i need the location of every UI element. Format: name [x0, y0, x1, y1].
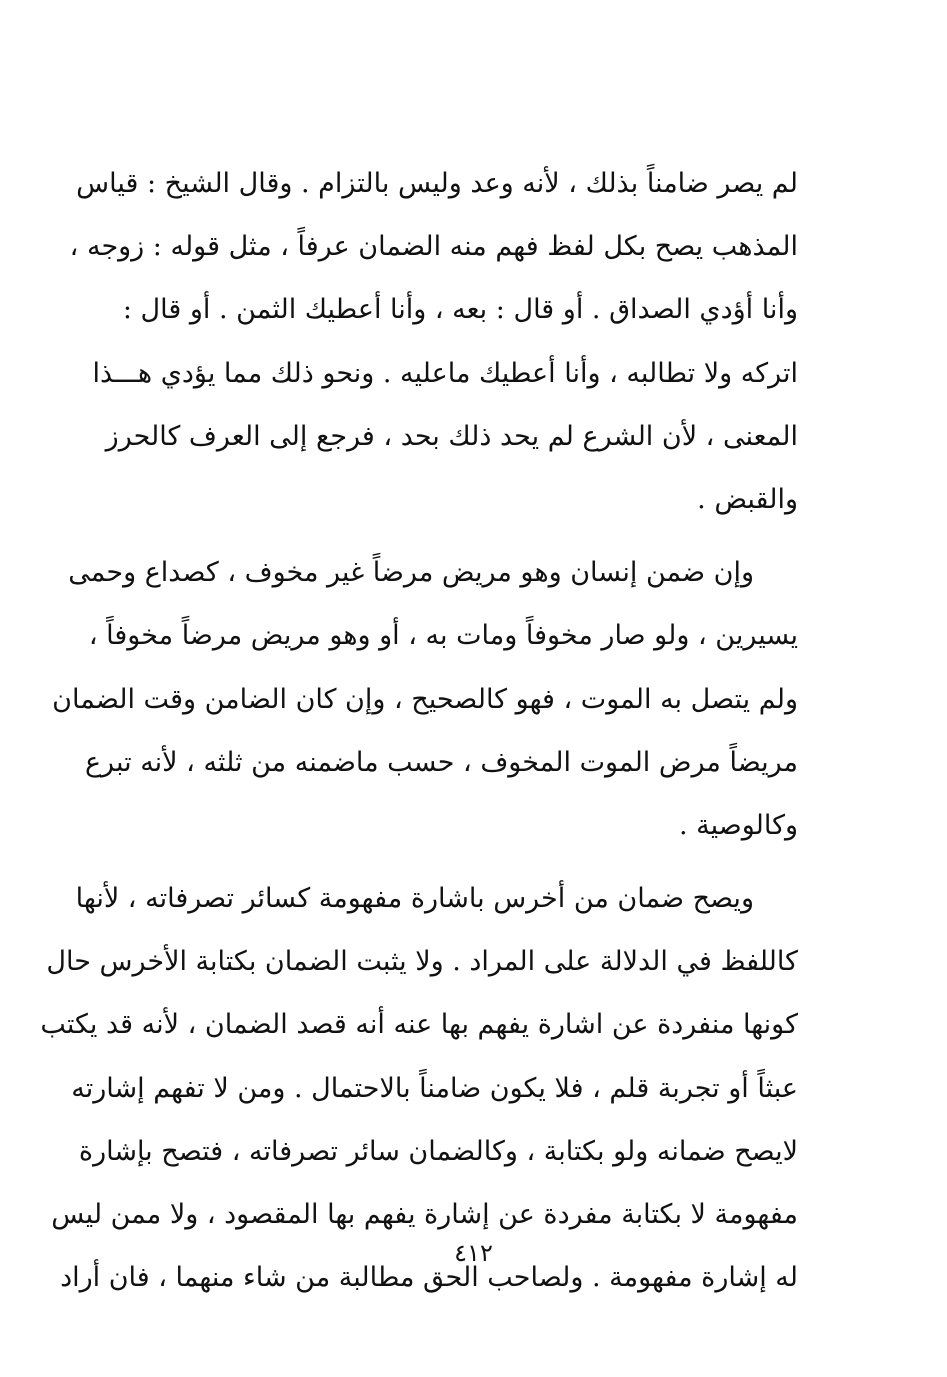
text-line: مريضاً مرض الموت المخوف ، حسب ماضمنه من ثلثه ، لأنه تبرع [84, 746, 798, 778]
text-line: يسيرين ، ولو صار مخوفاً ومات به ، أو وهو مريض مرضاً مخوفاً ، [88, 620, 798, 652]
paragraph-gap [150, 531, 798, 541]
paragraph-1 [69, 152, 798, 531]
body-text [40, 152, 798, 1309]
page-number: ٤١٢ [454, 1239, 493, 1267]
text-line: اتركه ولا تطالبه ، وأنا أعطيك ماعليه . ونحو ذلك مما يؤدي هـــذا [92, 357, 798, 389]
text-line: مفهومة لا بكتابة مفردة عن إشارة يفهم بها المقصود ، ولا ممن ليس [51, 1199, 798, 1230]
text-line: ولم يتصل به الموت ، فهو كالصحيح ، وإن كان الضامن وقت الضمان [52, 683, 798, 715]
text-line: لايصح ضمانه ولو بكتابة ، وكالضمان سائر تصرفاته ، فتصح بإشارة [78, 1135, 798, 1167]
paragraph-2 [52, 541, 798, 857]
text-line: وأنا أؤدي الصداق . أو قال : بعه ، وأنا أعطيك الثمن . أو قال : [122, 294, 798, 326]
text-line: له إشارة مفهومة . ولصاحب الحق مطالبة من شاء منهما ، فان أراد [60, 1262, 798, 1294]
text-line: وكالوصية . [678, 809, 798, 841]
text-line: وإن ضمن إنسان وهو مريض مرضاً غير مخوف ، كصداع وحمى [68, 557, 754, 589]
text-line: كاللفظ في الدلالة على المراد . ولا يثبت الضمان بكتابة الأخرس حال [46, 946, 798, 978]
text-line: والقبض . [697, 483, 798, 515]
text-line: عبثاً أو تجربة قلم ، فلا يكون ضامناً بالاحتمال . ومن لا تفهم إشارته [71, 1072, 798, 1104]
text-line: لم يصر ضامناً بذلك ، لأنه وعد وليس بالتزام . وقال الشيخ : قياس [76, 168, 798, 199]
text-line: المعنى ، لأن الشرع لم يحد ذلك بحد ، فرجع إلى العرف كالحرز [105, 420, 798, 452]
paragraph-gap [150, 857, 798, 867]
text-line: المذهب يصح بكل لفظ فهم منه الضمان عرفاً ، مثل قوله : زوجه ، [69, 231, 798, 263]
text-line: ويصح ضمان من أخرس باشارة مفهومة كسائر تصرفاته ، لأنها [75, 883, 754, 915]
text-line: كونها منفردة عن اشارة يفهم بها عنه أنه قصد الضمان ، لأنه قد يكتب [40, 1009, 798, 1041]
